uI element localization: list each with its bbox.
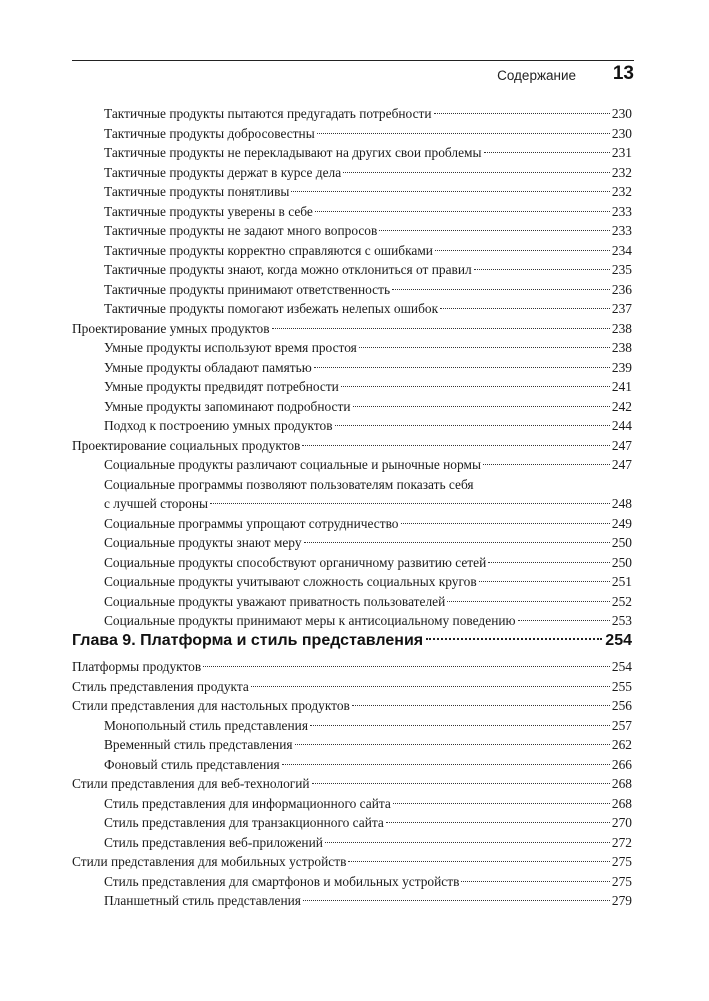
toc-entry-title: Тактичные продукты понятливы	[104, 184, 290, 199]
toc-entry-page: 234	[611, 242, 632, 258]
chapter-page: 254	[605, 632, 632, 649]
toc-entry-title: Социальные программы позволяют пользователям показать себя	[104, 476, 474, 492]
toc-entry[interactable]	[72, 657, 632, 676]
toc-entry-page: 279	[611, 893, 632, 908]
toc-entry-page: 252	[611, 593, 632, 609]
dot-leader	[210, 503, 610, 504]
toc-entry-title: Социальные продукты уважают приватность пользователей	[104, 593, 446, 609]
toc-entry-page: 239	[611, 359, 632, 375]
toc-entry[interactable]	[104, 833, 632, 852]
toc-entry-title: Тактичные продукты добросовестны	[104, 125, 315, 141]
toc-entry-page: 235	[611, 262, 632, 277]
toc-entry-title: Умные продукты обладают памятью	[104, 359, 312, 375]
dot-leader	[488, 562, 610, 563]
toc-entry-title: Тактичные продукты знают, когда можно отклониться от правил	[104, 262, 472, 277]
toc-entry-page: 253	[611, 613, 632, 628]
dot-leader	[343, 172, 610, 173]
toc-entry-page: 230	[611, 125, 632, 141]
toc-entry-title: Умные продукты предвидят потребности	[104, 379, 339, 394]
toc-entry[interactable]	[104, 163, 632, 182]
dot-leader	[474, 269, 610, 270]
toc-entry[interactable]	[104, 299, 632, 318]
toc-entry[interactable]	[104, 455, 632, 474]
toc-entry[interactable]	[72, 852, 632, 871]
toc-entry-title: Социальные продукты принимают меры к антисоциальному поведению	[104, 613, 516, 628]
toc-entry[interactable]	[104, 124, 632, 143]
toc-entry-page: 254	[611, 659, 632, 674]
dot-leader	[461, 881, 610, 882]
dot-leader	[484, 152, 610, 153]
toc-entry-title: Подход к построению умных продуктов	[104, 418, 333, 433]
toc-entry[interactable]	[72, 677, 632, 696]
dot-leader	[302, 445, 610, 446]
toc-entry-page: 242	[611, 398, 632, 414]
toc-entry[interactable]	[104, 221, 632, 240]
toc-entry[interactable]	[104, 475, 632, 513]
toc-entry-page: 238	[611, 340, 632, 355]
dot-leader	[310, 725, 610, 726]
dot-leader	[348, 861, 610, 862]
toc-entry-page: 230	[611, 106, 632, 121]
toc-entry[interactable]	[104, 241, 632, 260]
dot-leader	[353, 406, 610, 407]
toc-entry-title: Умные продукты запоминают подробности	[104, 398, 351, 414]
toc-entry[interactable]	[104, 260, 632, 279]
toc-entry-page: 251	[611, 574, 632, 589]
toc-entry-page: 237	[611, 301, 632, 316]
chapter-heading[interactable]	[72, 630, 632, 652]
toc-entry-page: 232	[611, 184, 632, 199]
toc-entry[interactable]	[104, 397, 632, 416]
dot-leader	[335, 425, 610, 426]
toc-entry-page: 250	[611, 535, 632, 550]
toc-entry-title: Монопольный стиль представления	[104, 717, 308, 733]
toc-entry-page: 256	[611, 698, 632, 713]
toc-entry-title: Стиль представления для информационного сайта	[104, 795, 391, 811]
toc-entry-page: 248	[611, 495, 632, 511]
toc-entry-title: Тактичные продукты держат в курсе дела	[104, 164, 342, 180]
dot-leader	[314, 367, 610, 368]
toc-entry[interactable]	[104, 514, 632, 533]
toc-entry[interactable]	[104, 416, 632, 435]
toc-entry-title: Тактичные продукты помогают избежать нелепых ошибок	[104, 301, 439, 316]
toc-entry-page: 236	[611, 281, 632, 297]
dot-leader	[426, 638, 602, 640]
toc-entry[interactable]	[104, 182, 632, 201]
dot-leader	[291, 191, 610, 192]
dot-leader	[518, 620, 610, 621]
toc-entry[interactable]	[104, 533, 632, 552]
toc-entry-title: Стили представления для мобильных устройств	[72, 854, 347, 869]
toc-entry[interactable]	[104, 755, 632, 774]
toc-entry-title: Проектирование социальных продуктов	[72, 437, 301, 453]
dot-leader	[312, 783, 610, 784]
toc-entry[interactable]	[72, 319, 632, 338]
toc-entry[interactable]	[104, 735, 632, 754]
toc-entry-page: 233	[611, 203, 632, 219]
dot-leader	[282, 764, 610, 765]
header-page-number: 13	[612, 63, 634, 84]
dot-leader	[203, 666, 610, 667]
toc-entry[interactable]	[72, 774, 632, 793]
header-section-title: Содержание	[497, 68, 576, 83]
toc-entry-title: Фоновый стиль представления	[104, 756, 280, 772]
toc-entry-title: Тактичные продукты корректно справляются с ошибками	[104, 242, 433, 258]
dot-leader	[317, 133, 610, 134]
toc-entry-title: Стиль представления продукта	[72, 678, 249, 694]
toc-entry-title: Социальные продукты способствуют органичному развитию сетей	[104, 554, 487, 570]
toc-entry-title: Стили представления для настольных продуктов	[72, 698, 350, 713]
toc-entry[interactable]	[104, 572, 632, 591]
dot-leader	[392, 289, 610, 290]
toc-entry[interactable]	[72, 436, 632, 455]
toc-entry-page: 270	[611, 815, 632, 830]
toc-entry-title: Тактичные продукты не перекладывают на других свои проблемы	[104, 145, 482, 160]
toc-entry-title: Проектирование умных продуктов	[72, 320, 270, 336]
dot-leader	[304, 542, 610, 543]
toc-entry-title: Тактичные продукты уверены в себе	[104, 203, 313, 219]
dot-leader	[401, 523, 610, 524]
dot-leader	[447, 601, 610, 602]
dot-leader	[341, 386, 610, 387]
toc-entry-page: 241	[611, 379, 632, 394]
toc-entry[interactable]	[104, 143, 632, 162]
toc-entry-page: 255	[611, 678, 632, 694]
dot-leader	[435, 250, 610, 251]
toc-entry-page: 266	[611, 756, 632, 772]
dot-leader	[325, 842, 610, 843]
toc-entry[interactable]	[72, 696, 632, 715]
toc-entry[interactable]	[104, 553, 632, 572]
toc-entry-title: Стиль представления веб-приложений	[104, 834, 323, 850]
toc-entry[interactable]	[104, 377, 632, 396]
dot-leader	[483, 464, 610, 465]
toc-entry-title: Тактичные продукты не задают много вопросов	[104, 223, 378, 238]
toc-entry-page: 268	[611, 776, 632, 791]
toc-entry-page: 232	[611, 164, 632, 180]
toc-entry[interactable]	[104, 280, 632, 299]
toc-entry-title: Стиль представления для транзакционного сайта	[104, 815, 384, 830]
dot-leader	[379, 230, 610, 231]
toc-entry-page: 275	[611, 854, 632, 869]
toc-entry-page: 268	[611, 795, 632, 811]
chapter-title: Глава 9. Платформа и стиль представления	[72, 632, 424, 649]
toc-entry[interactable]	[104, 104, 632, 123]
dot-leader	[295, 744, 610, 745]
dot-leader	[251, 686, 610, 687]
toc-entry-page: 238	[611, 320, 632, 336]
toc-entry-title: Социальные программы упрощают сотрудничество	[104, 515, 399, 531]
toc-entry-page: 257	[611, 717, 632, 733]
toc-entry[interactable]	[104, 891, 632, 910]
dot-leader	[272, 328, 610, 329]
toc-entry-page: 272	[611, 834, 632, 850]
dot-leader	[315, 211, 610, 212]
toc-entry-title: Платформы продуктов	[72, 659, 202, 674]
dot-leader	[393, 803, 610, 804]
toc-entry-page: 247	[611, 437, 632, 453]
dot-leader	[386, 822, 610, 823]
toc-entry-page: 247	[611, 457, 632, 472]
toc-entry-page: 231	[611, 145, 632, 160]
table-of-contents	[72, 0, 632, 1001]
toc-entry-title: Временный стиль представления	[104, 737, 293, 752]
toc-entry-title: Стили представления для веб-технологий	[72, 776, 310, 791]
toc-entry-page: 233	[611, 223, 632, 238]
toc-entry[interactable]	[104, 611, 632, 630]
toc-entry-page: 262	[611, 737, 632, 752]
toc-entry-title: Планшетный стиль представления	[104, 893, 301, 908]
toc-entry-title: Социальные продукты учитывают сложность социальных кругов	[104, 574, 477, 589]
toc-entry[interactable]	[104, 202, 632, 221]
toc-entry-title: Умные продукты используют время простоя	[104, 340, 357, 355]
toc-entry[interactable]	[104, 338, 632, 357]
toc-entry-title: Социальные продукты различают социальные и рыночные нормы	[104, 457, 481, 472]
toc-entry[interactable]	[104, 872, 632, 891]
toc-entry-page: 249	[611, 515, 632, 531]
dot-leader	[434, 113, 610, 114]
toc-entry-title-continued: с лучшей стороны	[104, 495, 209, 511]
toc-entry[interactable]	[104, 358, 632, 377]
dot-leader	[359, 347, 610, 348]
toc-entry-title: Тактичные продукты принимают ответственность	[104, 281, 391, 297]
toc-entry[interactable]	[104, 716, 632, 735]
dot-leader	[352, 705, 610, 706]
dot-leader	[440, 308, 610, 309]
toc-entry[interactable]	[104, 813, 632, 832]
toc-entry-page: 275	[611, 873, 632, 889]
toc-entry-title: Тактичные продукты пытаются предугадать потребности	[104, 106, 432, 121]
toc-entry-page: 244	[611, 418, 632, 433]
dot-leader	[479, 581, 610, 582]
toc-entry[interactable]	[104, 794, 632, 813]
dot-leader	[303, 900, 610, 901]
toc-entry[interactable]	[104, 592, 632, 611]
toc-entry-page: 250	[611, 554, 632, 570]
toc-entry-title: Стиль представления для смартфонов и мобильных устройств	[104, 873, 460, 889]
toc-entry-title: Социальные продукты знают меру	[104, 535, 302, 550]
